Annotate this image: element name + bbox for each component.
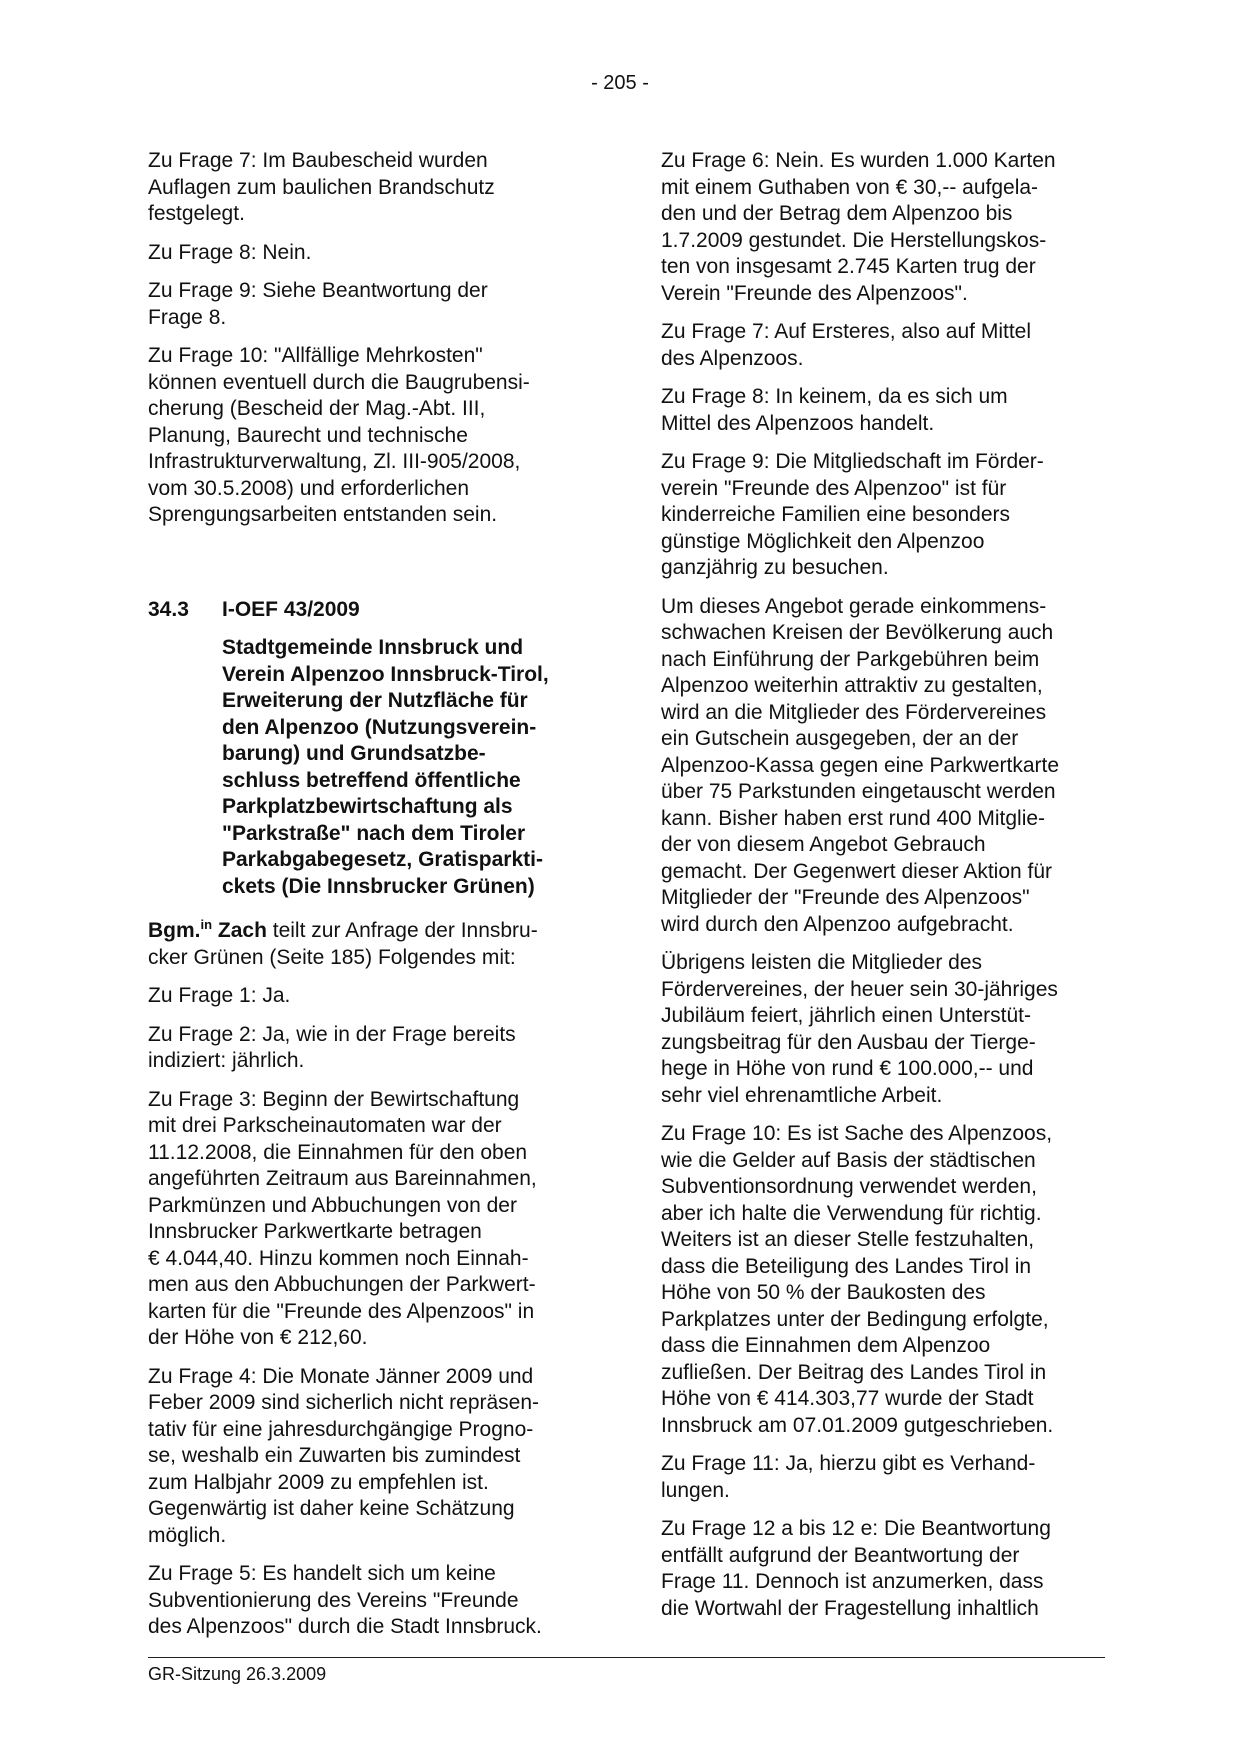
paragraph: Zu Frage 7: Im Baubescheid wurden Auflagen zum baulichen Brandschutz festgelegt. xyxy=(148,149,495,225)
section-spacer xyxy=(148,541,588,597)
footer-divider xyxy=(148,1657,1105,1658)
speaker-surname: Zach xyxy=(212,919,267,942)
agenda-item-code: I-OEF 43/2009 xyxy=(222,597,360,621)
paragraph: Übrigens leisten die Mitglieder des Fördervereines, der heuer sein 30-jähriges Jubiläum feiert, jährlich einen Unterstüt- zungsbeitrag für den Ausbau der Tierge- hege in Höhe von rund € 100.000,-- und sehr viel ehrenamtliche Arbeit. xyxy=(661,951,1058,1107)
paragraph: Zu Frage 4: Die Monate Jänner 2009 und Feber 2009 sind sicherlich nicht repräsen- tativ für eine jahresdurchgängige Progno- se, weshalb ein Zuwarten bis zumindest zum Halbjahr 2009 zu empfehlen ist. Gegenwärtig ist daher keine Schätzung möglich. xyxy=(148,1364,540,1547)
right-column xyxy=(661,148,1107,1634)
paragraph: Zu Frage 9: Siehe Beantwortung der Frage 8. xyxy=(148,279,488,329)
page-number: - 205 - xyxy=(591,72,649,94)
speaker-intro-text: teilt zur Anfrage der Innsbru- cker Grünen (Seite 185) Folgendes mit: xyxy=(148,919,538,969)
speaker-paragraph xyxy=(148,912,588,971)
speaker-superscript: in xyxy=(200,917,213,932)
paragraph: Zu Frage 1: Ja. xyxy=(148,984,291,1007)
paragraph: Zu Frage 10: Es ist Sache des Alpenzoos, wie die Gelder auf Basis der städtischen Subventionsordnung verwendet werden, aber ich halte die Verwendung für richtig. Weiters ist an dieser Stelle festzuhalten, dass die Beteiligung des Landes Tirol in Höhe von 50 % der Baukosten des Parkplatzes unter der Bedingung erfolgte, dass die Einnahmen dem Alpenzoo zufließen. Der Beitrag des Landes Tirol in Höhe von € 414.303,77 wurde der Stadt Innsbruck am 07.01.2009 gutgeschrieben. xyxy=(661,1122,1054,1437)
paragraph: Zu Frage 9: Die Mitgliedschaft im Förder- verein "Freunde des Alpenzoo" ist für kinderreiche Familien eine besonders günstige Möglichkeit den Alpenzoo ganzjährig zu besuchen. xyxy=(661,450,1044,579)
paragraph: Zu Frage 8: In keinem, da es sich um Mittel des Alpenzoos handelt. xyxy=(661,385,1008,435)
speaker-name xyxy=(148,919,267,942)
paragraph: Um dieses Angebot gerade einkommens- schwachen Kreisen der Bevölkerung auch nach Einführung der Parkgebühren beim Alpenzoo weiterhin attraktiv zu gestalten, wird an die Mitglieder des Fördervereines ein Gutschein ausgegeben, der an der Alpenzoo-Kassa gegen eine Parkwertkarte über 75 Parkstunden eingetauscht werden kann. Bisher haben erst rund 400 Mitglie- der von diesem Angebot Gebrauch gemacht. Der Gegenwert dieser Aktion für Mitglieder der "Freunde des Alpenzoos" wird durch den Alpenzoo aufgebracht. xyxy=(661,594,1060,936)
agenda-item-header xyxy=(148,597,588,624)
paragraph: Zu Frage 8: Nein. xyxy=(148,240,312,264)
paragraph: Zu Frage 5: Es handelt sich um keine Subventionierung des Vereins "Freunde des Alpenzoos" durch die Stadt Innsbruck. xyxy=(148,1562,542,1638)
paragraph: Zu Frage 3: Beginn der Bewirtschaftung mit drei Parkscheinautomaten war der 11.12.2008, die Einnahmen für den oben angeführten Zeitraum aus Bareinnahmen, Parkmünzen und Abbuchungen von der Innsbrucker Parkwertkarte betragen € 4.044,40. Hinzu kommen noch Einnah- men aus den Abbuchungen der Parkwert- karten für die "Freunde des Alpenzoos" in der Höhe von € 212,60. xyxy=(148,1087,537,1349)
paragraph: Zu Frage 11: Ja, hierzu gibt es Verhand- lungen. xyxy=(661,1452,1036,1502)
speaker-prefix: Bgm. xyxy=(148,919,201,942)
paragraph: Zu Frage 7: Auf Ersteres, also auf Mittel des Alpenzoos. xyxy=(661,320,1031,370)
paragraph: Zu Frage 12 a bis 12 e: Die Beantwortung entfällt aufgrund der Beantwortung der Frage 11. Dennoch ist anzumerken, dass die Wortwahl der Fragestellung inhaltlich xyxy=(661,1517,1051,1620)
agenda-item-number: 34.3 xyxy=(148,597,189,621)
footer-text: GR-Sitzung 26.3.2009 xyxy=(148,1664,327,1684)
paragraph: Zu Frage 10: "Allfällige Mehrkosten" können eventuell durch die Baugrubensi- cherung (Bescheid der Mag.-Abt. III, Planung, Baurecht und technische Infrastrukturverwaltung, Zl. III-905/2008, vom 30.5.2008) und erforderlichen Sprengungsarbeiten entstanden sein. xyxy=(148,344,530,526)
paragraph: Zu Frage 2: Ja, wie in der Frage bereits indiziert: jährlich. xyxy=(148,1022,516,1072)
paragraph: Zu Frage 6: Nein. Es wurden 1.000 Karten mit einem Guthaben von € 30,-- aufgela- den und der Betrag dem Alpenzoo bis 1.7.2009 gestundet. Die Herstellungskos- ten von insgesamt 2.745 Karten trug der Verein "Freunde des Alpenzoos". xyxy=(661,149,1056,305)
agenda-item-title: Stadtgemeinde Innsbruck und Verein Alpenzoo Innsbruck-Tirol, Erweiterung der Nutzfläche für den Alpenzoo (Nutzungsverein- barung) und Grundsatzbe- schluss betreffend öffentliche Parkplatzbewirtschaftung als "Parkstraße" nach dem Tiroler Parkabgabegesetz, Gratisparkti- ckets (Die Innsbrucker Grünen) xyxy=(222,636,549,898)
left-column xyxy=(148,148,588,1653)
